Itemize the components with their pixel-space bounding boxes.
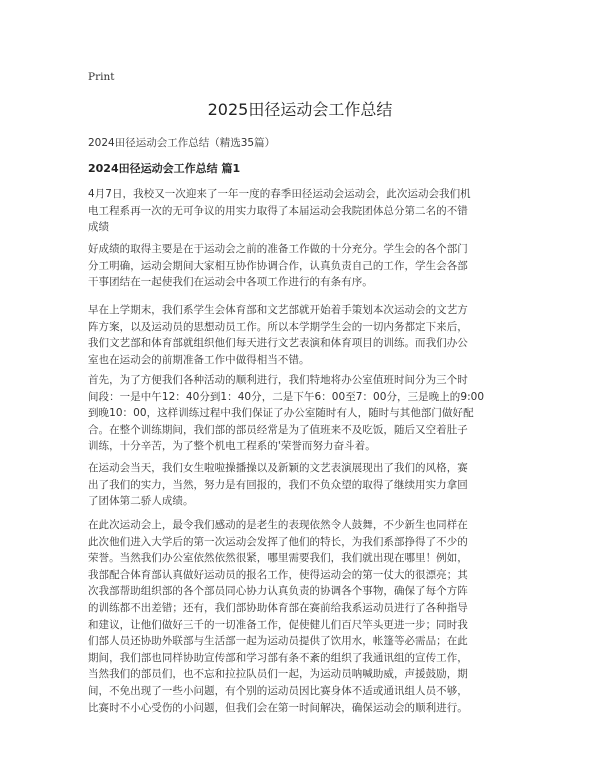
paragraph-5: [88, 460, 512, 510]
paragraph-2: [88, 241, 512, 291]
paragraph-line: 早在上学期末，我们系学生会体育部和文艺部就开始着手策划本次运动会的文艺方: [88, 304, 468, 316]
paragraph-4: [88, 372, 512, 455]
document-subtitle: 2024田径运动会工作总结（精选35篇）: [88, 137, 276, 149]
paragraph-line: 训练，十分辛苦，为了整个机电工程系的'荣誉而努力奋斗着。: [88, 440, 376, 453]
paragraph-line: 阵方案，以及运动员的思想动员工作。所以本学期学生会的一切内务都定下来后，: [88, 320, 468, 333]
print-label: Print: [88, 71, 115, 83]
paragraph-line: 比赛时不小心受伤的小问题，但我们会在第一时间解决，确保运动会的顺利进行。: [88, 701, 468, 714]
paragraph-line: 成绩: [88, 221, 110, 234]
paragraph-1: [88, 186, 512, 236]
paragraph-6: [88, 517, 512, 716]
paragraph-line: 次我部帮助组织部的各个部员同心协力认真负责的协调各个事物，确保了每个方阵: [88, 585, 468, 598]
paragraph-line: 的训练都不出差错；还有，我们部协助体育部在赛前给我系运动员进行了各种指导: [88, 601, 468, 614]
paragraph-line: 干事团结在一起使我们在运动会中各项工作进行的有条有序。: [88, 276, 373, 289]
paragraph-line: 合。在整个训练期间，我们部的部员经常是为了值班来不及吃饭，随后又空着肚子: [88, 423, 468, 436]
paragraph-line: 出了我们的实力，当然，努力是有回报的，我们不负众望的取得了继续用实力拿回: [88, 478, 468, 491]
paragraph-3: [88, 302, 512, 368]
paragraph-line: 当然我们的部员们，也不忘和拉拉队员们一起，为运动员呐喊助威，声援鼓励，期: [88, 668, 468, 681]
paragraph-line: 好成绩的取得主要是在于运动会之前的准备工作做的十分充分。学生会的各个部门: [88, 243, 468, 255]
section-heading: 2024田径运动会工作总结 篇1: [88, 162, 241, 175]
paragraph-line: 4月7日，我校又一次迎来了一年一度的春季田径运动会运动会，此次运动会我们机: [88, 188, 471, 200]
paragraph-line: 了团体第二骄人成绩。: [88, 495, 194, 508]
paragraph-line: 室也在运动会的前期准备工作中做得相当不错。: [88, 353, 310, 366]
paragraph-line: 和建议，让他们做好三千的一切准备工作，促使健儿们百尺竿头更进一步；同时我: [88, 618, 468, 631]
paragraph-line: 此次他们进入大学后的第一次运动会发挥了他们的特长，为我们系部挣得了不少的: [88, 535, 468, 548]
paragraph-line: 在此次运动会上，最令我们感动的是老生的表现依然令人鼓舞，不少新生也同样在: [88, 519, 468, 531]
paragraph-line: 们部人员还协助外联部与生活部一起为运动员提供了饮用水，帐篷等必需品；在此: [88, 635, 468, 648]
paragraph-line: 间，不免出现了一些小问题，有个别的运动员因比赛身体不适或通讯组人员不够，: [88, 684, 468, 697]
paragraph-line: 分工明确，运动会期间大家相互协作协调合作，认真负责自己的工作，学生会各部: [88, 259, 468, 272]
paragraph-line: 电工程系再一次的无可争议的用实力取得了本届运动会我院团体总分第二名的不错: [88, 204, 468, 217]
paragraph-line: 首先，为了方便我们各种活动的顺利进行，我们特地将办公室值班时间分为三个时: [88, 374, 468, 386]
paragraph-line: 我部配合体育部认真做好运动员的报名工作，使得运动会的第一仗大的很漂亮；其: [88, 568, 468, 581]
paragraph-line: 荣誉。当然我们办公室依然依然很紧，哪里需要我们，我们就出现在哪里！例如，: [88, 552, 468, 565]
paragraph-line: 期间，我们部也同样协助宣传部和学习部有条不紊的组织了我通讯组的宣传工作，: [88, 651, 468, 664]
paragraph-line: 到晚10：00，这样训练过程中我们保证了办公室随时有人，随时与其他部门做好配: [88, 407, 474, 420]
paragraph-line: 我们文艺部和体育部就组织他们每天进行文艺表演和体育项目的训练。而我们办公: [88, 337, 468, 350]
paragraph-line: 在运动会当天，我们女生啦啦操播操以及新颖的文艺表演展现出了我们的风格，赛: [88, 462, 468, 474]
page-title: 2025田径运动会工作总结: [207, 100, 393, 119]
paragraph-line: 间段：一是中午12：40分到1：40分，二是下午6：00至7：00分，三是晚上的9:00: [88, 390, 485, 403]
